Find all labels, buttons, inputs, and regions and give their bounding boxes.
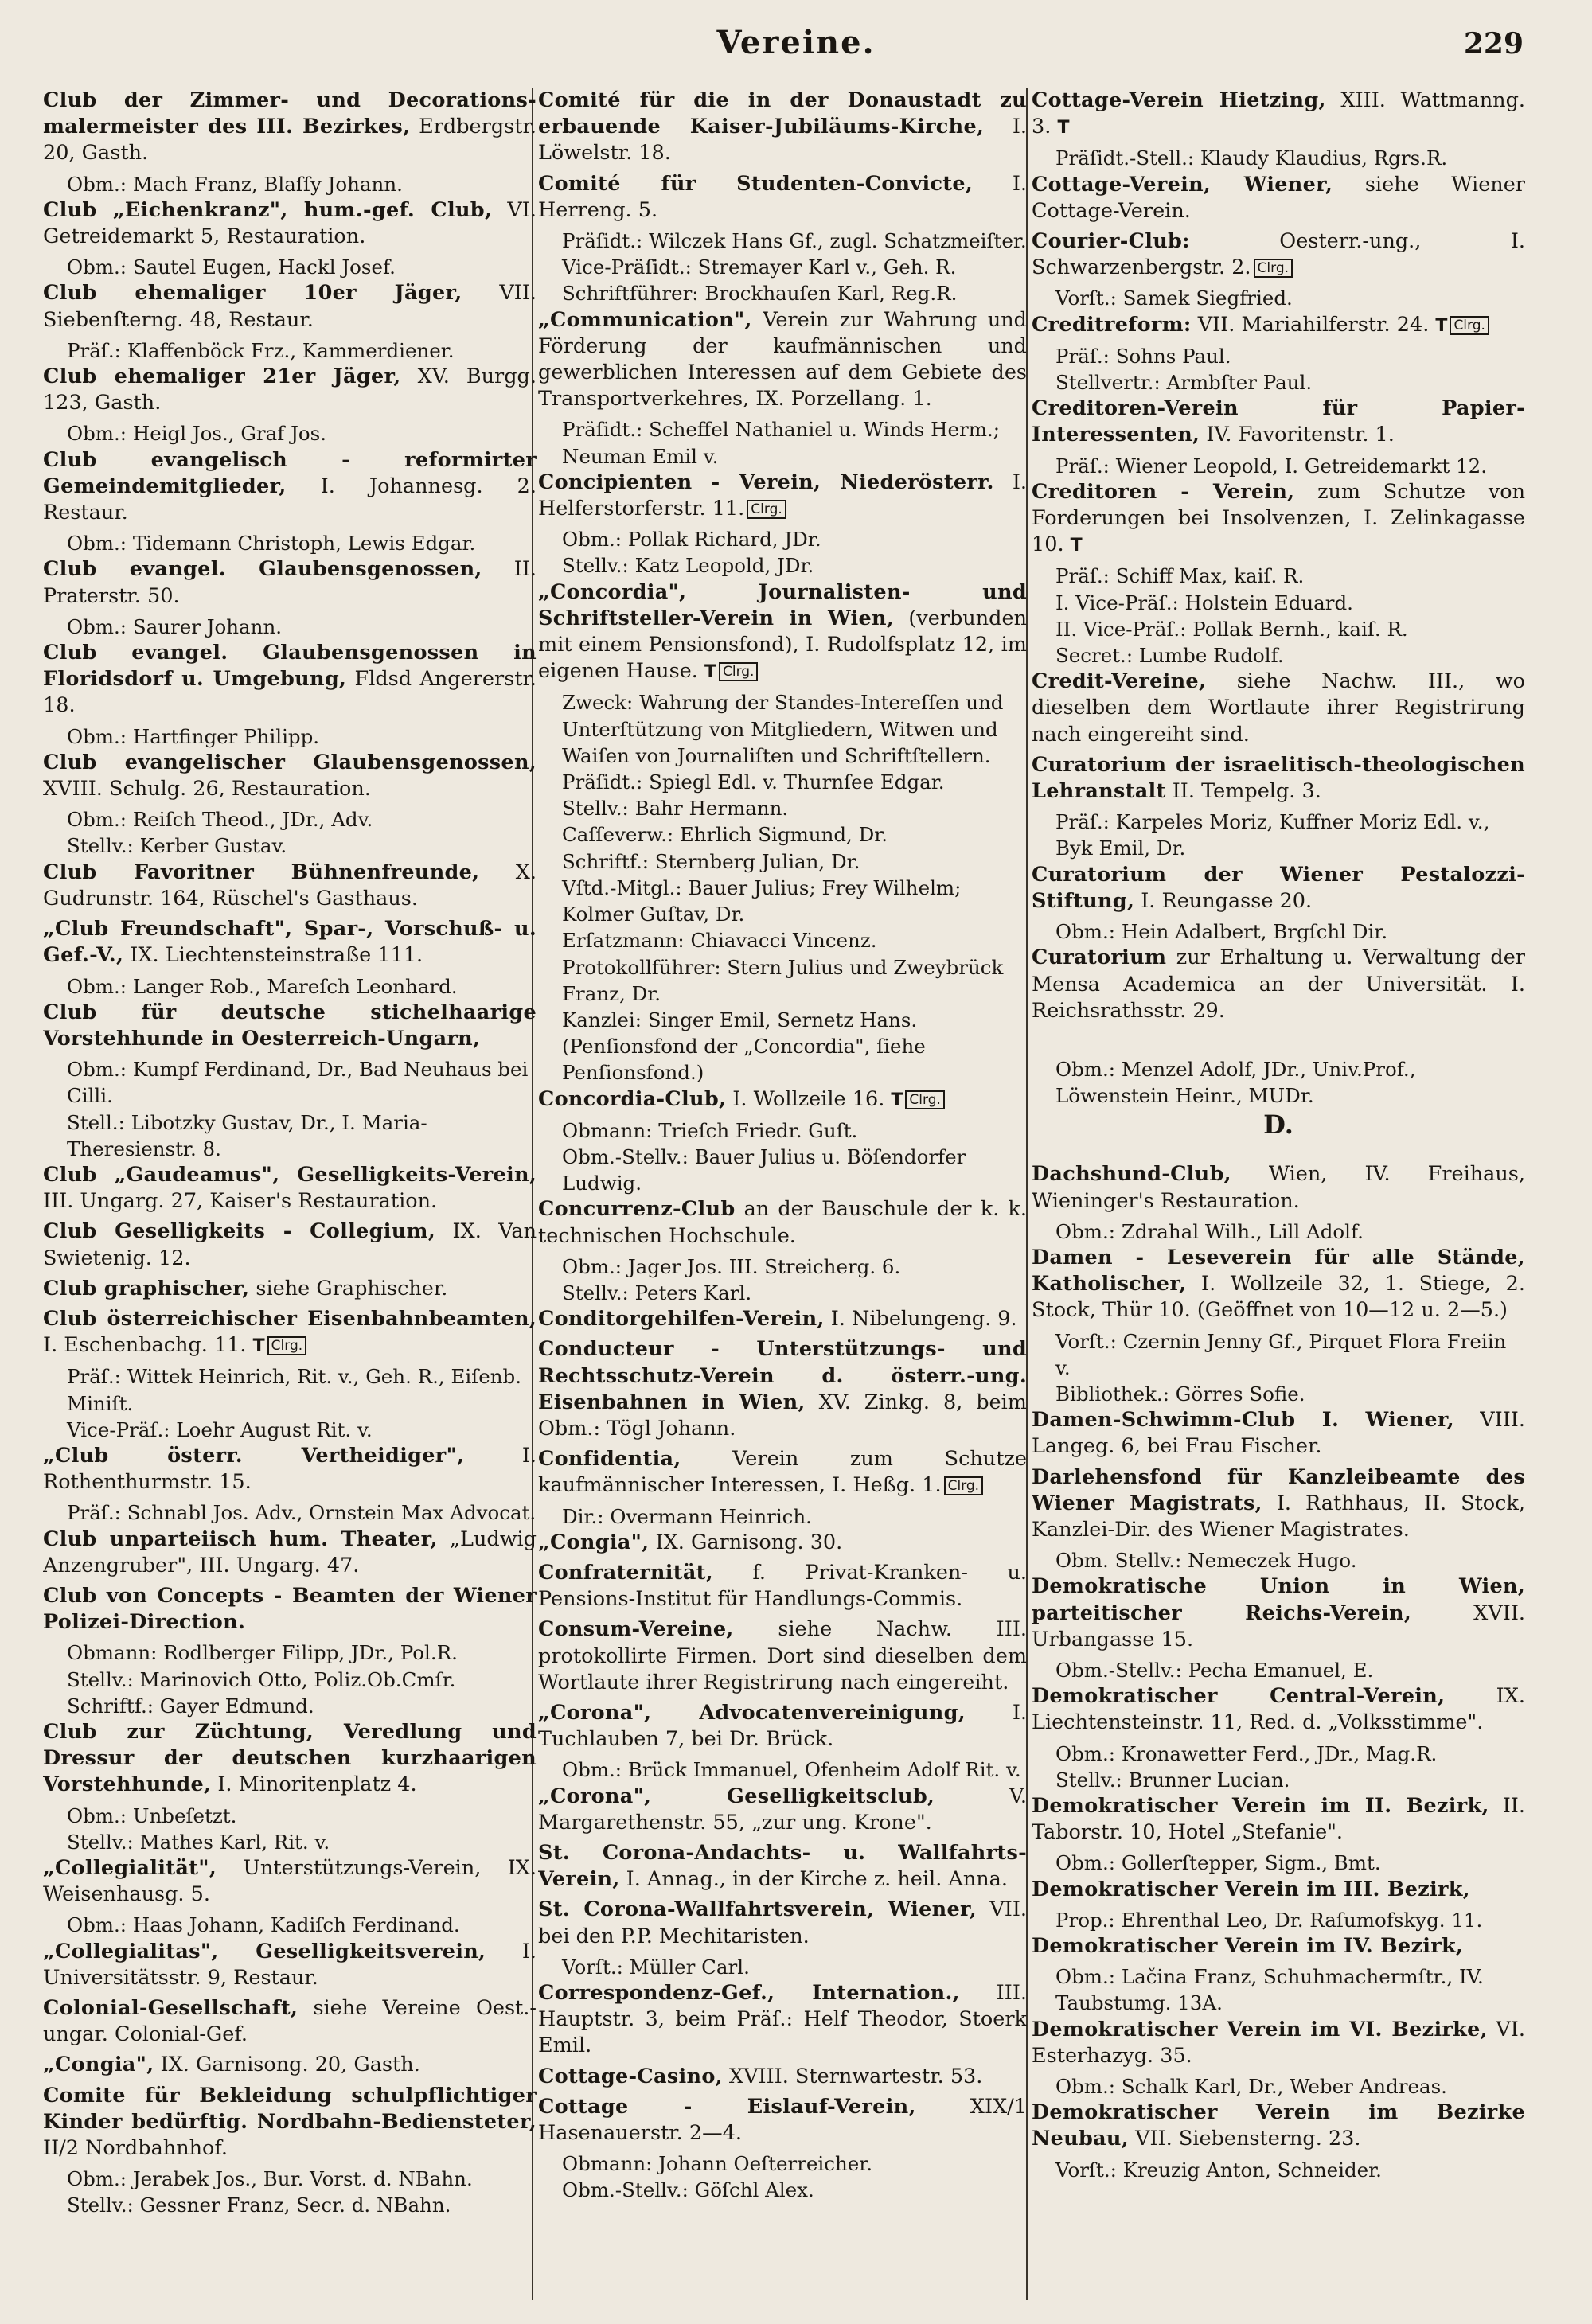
entry-name: Club ehemaliger 10er Jäger, bbox=[43, 281, 462, 306]
page-number: 229 bbox=[1463, 27, 1524, 60]
directory-entry bbox=[43, 1162, 537, 1215]
directory-entry bbox=[1032, 945, 1525, 1024]
entry-detail: Protokollführer: Stern Julius und Zweybrück Franz, Dr. bbox=[562, 955, 1004, 1005]
entry-detail: Caſſeverw.: Ehrlich Sigmund, Dr. bbox=[562, 823, 888, 847]
telephone-mark: T bbox=[891, 1090, 903, 1110]
entry-detail: Vorſt.: Müller Carl. bbox=[562, 1955, 750, 1979]
entry-detail: Obm.: Mach Franz, Blaſſy Johann. bbox=[67, 172, 403, 196]
entry-name: Club evangelischer Glaubensgenossen, bbox=[43, 750, 537, 774]
entry-address: I. Minoritenplatz 4. bbox=[217, 1772, 417, 1797]
entry-detail: Präſidt.: Wilczek Hans Gf., zugl. Schatzmeiſter. bbox=[562, 229, 1027, 253]
entry-detail: Stellv.: Kerber Gustav. bbox=[67, 834, 287, 858]
entry-name: Damen-Schwimm-Club I. Wiener, bbox=[1032, 1408, 1454, 1433]
entry-detail: Stellvertr.: Armbſter Paul. bbox=[1055, 371, 1313, 395]
directory-entry bbox=[538, 579, 1027, 686]
entry-detail: Obm.: Lačina Franz, Schuhmachermſtr., IV. Taubstumg. 13A. bbox=[1055, 1965, 1484, 2015]
entry-detail: Obm.: Brück Immanuel, Ofenheim Adolf Rit. v. bbox=[562, 1758, 1021, 1782]
directory-entry bbox=[538, 1616, 1027, 1696]
entry-name: Comite für Bekleidung schulpflichtiger Kinder bedürftig. Nordbahn-Bediensteter, bbox=[43, 2083, 537, 2134]
entry-address: siehe Vereine Oest.-ungar. Colonial-Gef. bbox=[43, 1996, 537, 2047]
directory-entry bbox=[538, 470, 1027, 522]
entry-name: Concipienten - Verein, Niederösterr. bbox=[538, 470, 994, 494]
entry-detail: Obm. Stellv.: Nemeczek Hugo. bbox=[1055, 1549, 1357, 1573]
directory-entry bbox=[538, 1196, 1027, 1249]
entry-detail: Obm.: Sautel Eugen, Hackl Josef. bbox=[67, 255, 396, 279]
entry-address: siehe Graphischer. bbox=[256, 1276, 448, 1300]
entry-detail: Obm.: Hartfinger Philipp. bbox=[67, 724, 320, 748]
clearing-badge: Clrg. bbox=[1450, 316, 1489, 335]
entry-address: siehe Wiener Cottage-Verein. bbox=[1032, 172, 1525, 223]
directory-entry bbox=[538, 307, 1027, 413]
directory-entry bbox=[1032, 1877, 1525, 1903]
entry-detail: Bibliothek.: Görres Sofie. bbox=[1055, 1382, 1305, 1406]
entry-detail: Präſidt.: Scheffel Nathaniel u. Winds Herm.; Neuman Emil v. bbox=[562, 418, 1001, 468]
directory-entry bbox=[1032, 1933, 1525, 1959]
directory-entry bbox=[538, 1560, 1027, 1612]
entry-name: „Club Freundschaft", Spar-, Vorschuß- u. Gef.-V., bbox=[43, 917, 537, 968]
directory-entry bbox=[1032, 1464, 1525, 1544]
entry-detail: I. Vice-Präſ.: Holstein Eduard. bbox=[1055, 591, 1353, 614]
entry-address: an der Bauschule der k. k. technischen Hochschule. bbox=[538, 1197, 1027, 1248]
directory-entry bbox=[1032, 312, 1525, 339]
entry-name: Demokratischer Verein im IV. Bezirk, bbox=[1032, 1934, 1464, 1958]
entry-detail: Stell.: Libotzky Gustav, Dr., I. Maria-Theresienstr. 8. bbox=[67, 1110, 427, 1160]
entry-name: Credit-Vereine, bbox=[1032, 669, 1207, 694]
entry-name: Concurrenz-Club bbox=[538, 1197, 736, 1222]
entry-detail: Vorſt.: Samek Siegfried. bbox=[1055, 287, 1293, 310]
directory-entry bbox=[43, 2083, 537, 2162]
entry-detail: Präſ.: Sohns Paul. bbox=[1055, 344, 1231, 368]
entry-detail: Vorſt.: Kreuzig Anton, Schneider. bbox=[1055, 2158, 1382, 2182]
entry-detail: Präſ.: Schiff Max, kaiſ. R. bbox=[1055, 564, 1305, 588]
directory-entry bbox=[1032, 2017, 1525, 2069]
directory-entry bbox=[538, 1897, 1027, 1949]
directory-entry bbox=[538, 88, 1027, 167]
entry-address: III. Hauptstr. 3, beim Präſ.: Helf Theodor, Stoerk Emil. bbox=[538, 1981, 1027, 2058]
entry-detail: Kanzlei: Singer Emil, Sernetz Hans. (Penſionsfond der „Concordia", ſiehe Penſionsfond.) bbox=[562, 1008, 926, 1085]
directory-entry bbox=[43, 2052, 537, 2078]
entry-address: f. Privat-Kranken- u. Pensions-Institut für Handlungs-Commis. bbox=[538, 1560, 1027, 1612]
directory-entry bbox=[43, 750, 537, 802]
entry-detail: Obm.: Saurer Johann. bbox=[67, 614, 283, 638]
entry-detail: Obm.: Tidemann Christoph, Lewis Edgar. bbox=[67, 532, 476, 556]
directory-entry bbox=[43, 860, 537, 912]
section-letter: D. bbox=[1263, 1109, 1294, 1141]
directory-entry bbox=[43, 1306, 537, 1359]
entry-detail: Secret.: Lumbe Rudolf. bbox=[1055, 644, 1284, 668]
entry-detail: Obm.: Kronawetter Ferd., JDr., Mag.R. bbox=[1055, 1741, 1438, 1765]
entry-detail: Stellv.: Bahr Hermann. bbox=[562, 797, 789, 821]
entry-address: VI. Getreidemarkt 5, Restauration. bbox=[43, 197, 537, 249]
directory-entry bbox=[43, 1443, 537, 1495]
entry-name: Demokratischer Central-Verein, bbox=[1032, 1684, 1446, 1709]
entry-address: XVII. Urbangasse 15. bbox=[1032, 1601, 1525, 1651]
entry-detail: Dir.: Overmann Heinrich. bbox=[562, 1504, 812, 1528]
entry-address: Wien, IV. Freihaus, Wieninger's Restauration. bbox=[1032, 1162, 1525, 1213]
entry-name: Club graphischer, bbox=[43, 1276, 250, 1300]
telephone-mark: T bbox=[704, 662, 716, 683]
directory-entry bbox=[538, 1086, 1027, 1113]
entry-address: VII. bei den P.P. Mechitaristen. bbox=[538, 1897, 1027, 1948]
directory-entry bbox=[1032, 479, 1525, 560]
directory-entry bbox=[43, 1219, 537, 1271]
entry-address: Fldsd Angererstr. 18. bbox=[43, 667, 537, 718]
directory-entry bbox=[43, 916, 537, 969]
entry-detail: Obm.: Jager Jos. III. Streicherg. 6. bbox=[562, 1254, 901, 1278]
entry-address: I. Rathhaus, II. Stock, Kanzlei-Dir. des Wiener Magistrates. bbox=[1032, 1491, 1525, 1542]
directory-entry bbox=[43, 1276, 537, 1302]
directory-entry bbox=[538, 1700, 1027, 1753]
entry-address: zum Schutze von Forderungen bei Insolvenzen, I. Zelinkagasse 10. bbox=[1032, 479, 1525, 557]
entry-detail: Schriftf.: Sternberg Julian, Dr. bbox=[562, 849, 860, 873]
entry-name: „Communication", bbox=[538, 307, 752, 332]
directory-entry bbox=[43, 1939, 537, 1991]
entry-name: Club Favoritner Bühnenfreunde, bbox=[43, 860, 480, 884]
entry-address: I. Annag., in der Kirche z. heil. Anna. bbox=[626, 1867, 1008, 1892]
entry-detail: Obm.: Menzel Adolf, JDr., Univ.Prof., Löwenstein Heinr., MUDr. bbox=[1055, 1057, 1416, 1108]
page-title: Vereine. bbox=[716, 24, 876, 61]
entry-detail: Präſidt.: Spiegl Edl. v. Thurnſee Edgar. bbox=[562, 770, 945, 794]
directory-entry bbox=[1032, 1161, 1525, 1214]
clearing-badge: Clrg. bbox=[267, 1336, 306, 1355]
entry-name: Curatorium der israelitisch-theologischen Lehranstalt bbox=[1032, 752, 1525, 804]
entry-address: III. Ungarg. 27, Kaiser's Restauration. bbox=[43, 1189, 438, 1214]
entry-name: Comité für Studenten-Convicte, bbox=[538, 171, 974, 196]
entry-address: IX. Garnisong. 30. bbox=[655, 1530, 843, 1554]
entry-detail: Obm.: Pollak Richard, JDr. bbox=[562, 528, 821, 552]
entry-name: Club unparteiisch hum. Theater, bbox=[43, 1527, 438, 1551]
entry-address: VIII. Langeg. 6, bei Frau Fischer. bbox=[1032, 1408, 1525, 1459]
entry-name: Demokratischer Verein im III. Bezirk, bbox=[1032, 1877, 1470, 1901]
directory-entry bbox=[43, 1855, 537, 1908]
directory-entry bbox=[538, 1980, 1027, 2060]
entry-name: Consum-Vereine, bbox=[538, 1617, 734, 1642]
entry-address: „Ludwig Anzengruber", III. Ungarg. 47. bbox=[43, 1527, 537, 1577]
entry-name: „Congia", bbox=[43, 2053, 154, 2077]
directory-entry bbox=[1032, 172, 1525, 224]
entry-name: Club evangel. Glaubensgenossen, bbox=[43, 557, 482, 582]
entry-name: Club der Zimmer- und Decorations-malermeister des III. Bezirkes, bbox=[43, 88, 537, 139]
entry-address: XVIII. Schulg. 26, Restauration. bbox=[43, 777, 371, 801]
entry-address: I. Wollzeile 32, 1. Stiege, 2. Stock, Thür 10. (Geöffnet von 10—12 u. 2—5.) bbox=[1032, 1272, 1525, 1323]
directory-entry bbox=[538, 2064, 1027, 2090]
directory-entry bbox=[43, 556, 537, 609]
entry-detail: Obm.: Haas Johann, Kadiſch Ferdinand. bbox=[67, 1913, 460, 1937]
directory-entry bbox=[538, 1784, 1027, 1836]
entry-detail: Stellv.: Peters Karl. bbox=[562, 1281, 752, 1304]
entry-address: (verbunden mit einem Pensionsfond), I. Rudolfsplatz 12, im eigenen Hause. bbox=[538, 606, 1027, 684]
directory-entry bbox=[43, 1995, 537, 2048]
entry-address: I. Herreng. 5. bbox=[538, 171, 1027, 222]
entry-name: „Corona", Geselligkeitsclub, bbox=[538, 1784, 935, 1808]
entry-detail: Obm.: Gollerſtepper, Sigm., Bmt. bbox=[1055, 1851, 1381, 1875]
entry-name: Colonial-Gesellschaft, bbox=[43, 1996, 298, 2021]
directory-entry bbox=[43, 280, 537, 333]
entry-address: I. Löwelstr. 18. bbox=[538, 115, 1027, 166]
entry-address: II/2 Nordbahnhof. bbox=[43, 2136, 228, 2161]
directory-entry bbox=[43, 364, 537, 416]
column-3 bbox=[1032, 88, 1525, 2308]
entry-detail: Obm.: Unbeſetzt. bbox=[67, 1803, 237, 1827]
entry-address: I. Reungasse 20. bbox=[1141, 888, 1313, 913]
entry-detail: Zweck: Wahrung der Standes-Intereſſen und Unterſtützung von Mitgliedern, Witwen und Waiſen von Journaliſten und Schriftſtellern. bbox=[562, 691, 1004, 767]
entry-detail: Obm.: Langer Rob., Mareſch Leonhard. bbox=[67, 974, 458, 998]
entry-name: Damen - Leseverein für alle Stände, Katholischer, bbox=[1032, 1245, 1525, 1297]
entry-address: IX. Liechtensteinstraße 111. bbox=[130, 943, 423, 968]
directory-entry bbox=[538, 1840, 1027, 1893]
entry-name: „Concordia", Journalisten- und Schriftsteller-Verein in Wien, bbox=[538, 579, 1027, 630]
entry-detail: Obm.: Schalk Karl, Dr., Weber Andreas. bbox=[1055, 2075, 1447, 2099]
directory-entry bbox=[43, 88, 537, 167]
entry-detail: Obm.-Stellv.: Bauer Julius u. Böſendorfer Ludwig. bbox=[562, 1144, 966, 1195]
entry-detail: Präſ.: Karpeles Moriz, Kuffner Moriz Edl. v., Byk Emil, Dr. bbox=[1055, 810, 1490, 860]
entry-address: Oesterr.-ung., I. Schwarzenbergstr. 2. bbox=[1032, 229, 1525, 280]
directory-entry bbox=[538, 2094, 1027, 2147]
entry-name: Cottage-Verein Hietzing, bbox=[1032, 88, 1326, 112]
entry-address: I. Universitätsstr. 9, Restaur. bbox=[43, 1939, 537, 1990]
entry-address: I. Johannesg. 2. Restaur. bbox=[43, 474, 537, 525]
telephone-mark: T bbox=[252, 1336, 265, 1357]
entry-address: I. Tuchlauben 7, bei Dr. Brück. bbox=[538, 1700, 1027, 1752]
clearing-badge: Clrg. bbox=[719, 662, 758, 681]
directory-entry bbox=[1032, 752, 1525, 805]
entry-detail: Präſidt.-Stell.: Klaudy Klaudius, Rgrs.R. bbox=[1055, 146, 1448, 170]
clearing-badge: Clrg. bbox=[747, 500, 786, 519]
entry-address: zur Erhaltung u. Verwaltung der Mensa Academica an der Universität. I. Reichsrathsstr. 29. bbox=[1032, 946, 1525, 1023]
entry-address: Unterstützungs-Verein, IX. Weisenhausg. 5. bbox=[43, 1856, 537, 1907]
entry-name: Club österreichischer Eisenbahnbeamten, bbox=[43, 1306, 537, 1331]
telephone-mark: T bbox=[1435, 315, 1448, 336]
entry-name: Darlehensfond für Kanzleibeamte des Wiener Magistrats, bbox=[1032, 1464, 1525, 1515]
entry-address: I. Helferstorferstr. 11. bbox=[538, 470, 1027, 521]
entry-detail: Vſtd.-Mitgl.: Bauer Julius; Frey Wilhelm; Kolmer Guſtav, Dr. bbox=[562, 875, 962, 926]
directory-entry bbox=[43, 1583, 537, 1636]
directory-entry bbox=[538, 1530, 1027, 1556]
entry-name: Conducteur - Unterstützungs- und Rechtsschutz-Verein d. österr.-ung. Eisenbahnen in Wien, bbox=[538, 1337, 1027, 1414]
entry-detail: Obm.: Kumpf Ferdinand, Dr., Bad Neuhaus bei Cilli. bbox=[67, 1058, 529, 1108]
entry-address: I. Wollzeile 16. bbox=[732, 1086, 885, 1111]
directory-entry bbox=[1032, 1407, 1525, 1460]
entry-name: Demokratische Union in Wien, parteitischer Reichs-Verein, bbox=[1032, 1574, 1525, 1625]
entry-address: siehe Nachw. III. protokollirte Firmen. Dort sind dieselben dem Wortlaute ihrer Registrirung nach eingereiht. bbox=[538, 1617, 1027, 1694]
entry-address: IV. Favoritenstr. 1. bbox=[1206, 423, 1395, 447]
entry-name: Curatorium der Wiener Pestalozzi-Stiftung, bbox=[1032, 862, 1525, 913]
entry-detail: Präſ.: Klaffenböck Frz., Kammerdiener. bbox=[67, 338, 455, 362]
entry-address: II. Praterstr. 50. bbox=[43, 557, 537, 608]
entry-address: IX. Liechtensteinstr. 11, Red. d. „Volksstimme". bbox=[1032, 1684, 1525, 1735]
directory-entry bbox=[1032, 862, 1525, 914]
entry-detail: Obmann: Johann Oeſterreicher. bbox=[562, 2152, 873, 2176]
entry-address: II. Taborstr. 10, Hotel „Stefanie". bbox=[1032, 1793, 1525, 1845]
entry-name: „Corona", Advocatenvereinigung, bbox=[538, 1700, 966, 1725]
entry-address: XIX/1 Hasenauerstr. 2—4. bbox=[538, 2094, 1027, 2146]
entry-detail: II. Vice-Präſ.: Pollak Bernh., kaiſ. R. bbox=[1055, 617, 1408, 641]
entry-name: Concordia-Club, bbox=[538, 1086, 727, 1111]
directory-entry bbox=[1032, 669, 1525, 748]
entry-detail: Obmann: Rodlberger Filipp, JDr., Pol.R. bbox=[67, 1641, 458, 1665]
directory-entry bbox=[1032, 88, 1525, 141]
entry-name: Courier-Club: bbox=[1032, 229, 1190, 254]
entry-name: Club evangelisch - reformirter Gemeindemitglieder, bbox=[43, 447, 537, 498]
directory-entry bbox=[43, 1527, 537, 1579]
entry-name: Cottage - Eislauf-Verein, bbox=[538, 2094, 916, 2119]
column-2 bbox=[538, 88, 1027, 2308]
entry-address: IX. Van Swietenig. 12. bbox=[43, 1219, 537, 1270]
entry-detail: Obm.-Stellv.: Göſchl Alex. bbox=[562, 2178, 814, 2202]
entry-name: Confidentia, bbox=[538, 1447, 681, 1472]
entry-name: Creditoren - Verein, bbox=[1032, 479, 1295, 504]
entry-address: VI. Esterhazyg. 35. bbox=[1032, 2017, 1525, 2068]
entry-detail: Vice-Präſidt.: Stremayer Karl v., Geh. R. bbox=[562, 255, 957, 279]
entry-detail: Obm.: Reiſch Theod., JDr., Adv. bbox=[67, 808, 373, 832]
column-1 bbox=[43, 88, 537, 2308]
entry-address: siehe Nachw. III., wo dieselben dem Wortlaute ihrer Registrirung nach eingereiht sind. bbox=[1032, 669, 1525, 747]
entry-detail: Vice-Präſ.: Loehr August Rit. v. bbox=[67, 1417, 373, 1441]
entry-address: VII. Mariahilferstr. 24. bbox=[1197, 312, 1430, 337]
directory-entry bbox=[1032, 1245, 1525, 1324]
entry-name: „Collegialität", bbox=[43, 1856, 217, 1880]
directory-entry bbox=[1032, 228, 1525, 281]
directory-entry bbox=[538, 1306, 1027, 1332]
clearing-badge: Clrg. bbox=[905, 1090, 944, 1109]
directory-entry bbox=[1032, 1793, 1525, 1846]
directory-entry bbox=[43, 197, 537, 250]
telephone-mark: T bbox=[1070, 536, 1083, 556]
entry-address: XIII. Wattmanng. 3. bbox=[1032, 88, 1525, 139]
entry-address: Erdbergstr. 20, Gasth. bbox=[43, 115, 537, 166]
entry-name: „Collegialitas", Geselligkeitsverein, bbox=[43, 1939, 486, 1963]
entry-detail: Stellv.: Mathes Karl, Rit. v. bbox=[67, 1830, 330, 1854]
directory-entry bbox=[1032, 1573, 1525, 1653]
entry-detail: Obm.: Jerabek Jos., Bur. Vorst. d. NBahn. bbox=[67, 2167, 473, 2191]
entry-name: Cottage-Verein, Wiener, bbox=[1032, 172, 1333, 197]
entry-detail: Prop.: Ehrenthal Leo, Dr. Raſumofskyg. 11. bbox=[1055, 1908, 1483, 1932]
entry-name: Club zur Züchtung, Veredlung und Dressur der deutschen kurzhaarigen Vorstehhunde, bbox=[43, 1719, 537, 1797]
entry-detail: Präſ.: Schnabl Jos. Adv., Ornstein Max Advocat. bbox=[67, 1501, 537, 1525]
entry-address: V. Margarethenstr. 55, „zur ung. Krone". bbox=[538, 1784, 1027, 1835]
entry-address: XVIII. Sternwartestr. 53. bbox=[728, 2064, 983, 2088]
entry-name: Club von Concepts - Beamten der Wiener Polizei-Direction. bbox=[43, 1583, 537, 1635]
entry-address: I. Eschenbachg. 11. bbox=[43, 1333, 247, 1358]
entry-detail: Obmann: Trieſch Friedr. Guſt. bbox=[562, 1118, 858, 1142]
entry-name: Curatorium bbox=[1032, 946, 1167, 970]
entry-address: Verein zum Schutze kaufmännischer Interessen, I. Heßg. 1. bbox=[538, 1447, 1027, 1498]
entry-detail: Obm.: Heigl Jos., Graf Jos. bbox=[67, 422, 327, 446]
entry-name: Confraternität, bbox=[538, 1560, 713, 1585]
entry-address: I. Nibelungeng. 9. bbox=[830, 1307, 1017, 1332]
entry-name: Demokratischer Verein im II. Bezirk, bbox=[1032, 1793, 1489, 1818]
entry-name: Club evangel. Glaubensgenossen in Floridsdorf u. Umgebung, bbox=[43, 641, 537, 692]
telephone-mark: T bbox=[1057, 118, 1070, 138]
entry-detail: Stellv.: Katz Leopold, JDr. bbox=[562, 554, 814, 578]
entry-address: XV. Burgg. 123, Gasth. bbox=[43, 365, 537, 415]
entry-name: „Club österr. Vertheidiger", bbox=[43, 1443, 465, 1468]
entry-address: IX. Garnisong. 20, Gasth. bbox=[160, 2053, 420, 2077]
entry-detail: Obm.-Stellv.: Pecha Emanuel, E. bbox=[1055, 1658, 1374, 1682]
entry-detail: Präſ.: Wittek Heinrich, Rit. v., Geh. R., Eiſenb. Miniſt. bbox=[67, 1365, 521, 1415]
entry-name: Club ehemaliger 21er Jäger, bbox=[43, 365, 401, 389]
directory-entry bbox=[538, 1446, 1027, 1499]
entry-detail: Erſatzmann: Chiavacci Vincenz. bbox=[562, 929, 877, 953]
entry-name: Dachshund-Club, bbox=[1032, 1162, 1231, 1187]
entry-detail: Stellv.: Marinovich Otto, Poliz.Ob.Cmſr. bbox=[67, 1667, 456, 1691]
entry-name: Comité für die in der Donaustadt zu erbauende Kaiser-Jubiläums-Kirche, bbox=[538, 88, 1027, 139]
entry-name: Demokratischer Verein im VI. Bezirke, bbox=[1032, 2017, 1488, 2041]
entry-address: II. Tempelg. 3. bbox=[1172, 779, 1321, 804]
entry-detail: Präſ.: Wiener Leopold, I. Getreidemarkt 12. bbox=[1055, 454, 1488, 478]
entry-name: Club Geselligkeits - Collegium, bbox=[43, 1219, 435, 1244]
entry-detail: Schriftf.: Gayer Edmund. bbox=[67, 1694, 314, 1718]
entry-name: Cottage-Casino, bbox=[538, 2064, 723, 2088]
directory-entry bbox=[43, 640, 537, 719]
entry-name: St. Corona-Wallfahrtsverein, Wiener, bbox=[538, 1897, 977, 1922]
entry-name: Correspondenz-Gef., Internation., bbox=[538, 1981, 960, 2006]
entry-address: VII. Siebensterng. 23. bbox=[1135, 2127, 1361, 2151]
entry-name: Creditoren-Verein für Papier-Interessenten, bbox=[1032, 396, 1525, 447]
entry-address: XV. Zinkg. 8, beim Obm.: Tögl Johann. bbox=[538, 1390, 1027, 1441]
entry-name: Club „Eichenkranz", hum.-gef. Club, bbox=[43, 197, 493, 222]
entry-detail: Stellv.: Brunner Lucian. bbox=[1055, 1768, 1290, 1792]
entry-detail: Obm.: Hein Adalbert, Brgſchl Dir. bbox=[1055, 920, 1388, 944]
directory-entry bbox=[1032, 396, 1525, 448]
directory-entry bbox=[43, 1719, 537, 1799]
entry-name: Club für deutsche stichelhaarige Vorstehhunde in Oesterreich-Ungarn, bbox=[43, 1000, 537, 1051]
directory-entry bbox=[43, 1000, 537, 1052]
directory-entry bbox=[1032, 1683, 1525, 1736]
entry-name: Demokratischer Verein im Bezirke Neubau, bbox=[1032, 2100, 1525, 2151]
entry-address: I. Rothenthurmstr. 15. bbox=[43, 1443, 537, 1495]
directory-entry bbox=[1032, 2100, 1525, 2152]
directory-entry bbox=[538, 171, 1027, 224]
entry-name: „Congia", bbox=[538, 1530, 650, 1554]
entry-address: VII. Siebenſterng. 48, Restaur. bbox=[43, 281, 537, 332]
directory-entry bbox=[538, 1336, 1027, 1442]
entry-address: Verein zur Wahrung und Förderung der kaufmännischen und gewerblichen Interessen auf dem Gebiete des Transportverkehres, IX. Porzellang. 1. bbox=[538, 307, 1027, 411]
entry-name: Conditorgehilfen-Verein, bbox=[538, 1307, 825, 1332]
entry-detail: Vorſt.: Czernin Jenny Gf., Pirquet Flora Freiin v. bbox=[1055, 1329, 1507, 1379]
entry-detail: Schriftführer: Brockhauſen Karl, Reg.R. bbox=[562, 282, 958, 306]
entry-name: Creditreform: bbox=[1032, 312, 1192, 337]
clearing-badge: Clrg. bbox=[1254, 259, 1293, 278]
entry-address: X. Gudrunstr. 164, Rüschel's Gasthaus. bbox=[43, 860, 537, 910]
entry-detail: Obm.: Zdrahal Wilh., Lill Adolf. bbox=[1055, 1219, 1364, 1243]
entry-name: St. Corona-Andachts- u. Wallfahrts-Verein, bbox=[538, 1841, 1027, 1892]
clearing-badge: Clrg. bbox=[944, 1476, 983, 1495]
entry-detail: Stellv.: Gessner Franz, Secr. d. NBahn. bbox=[67, 2193, 451, 2217]
directory-entry bbox=[43, 447, 537, 527]
entry-name: Club „Gaudeamus", Geselligkeits-Verein, bbox=[43, 1162, 537, 1187]
